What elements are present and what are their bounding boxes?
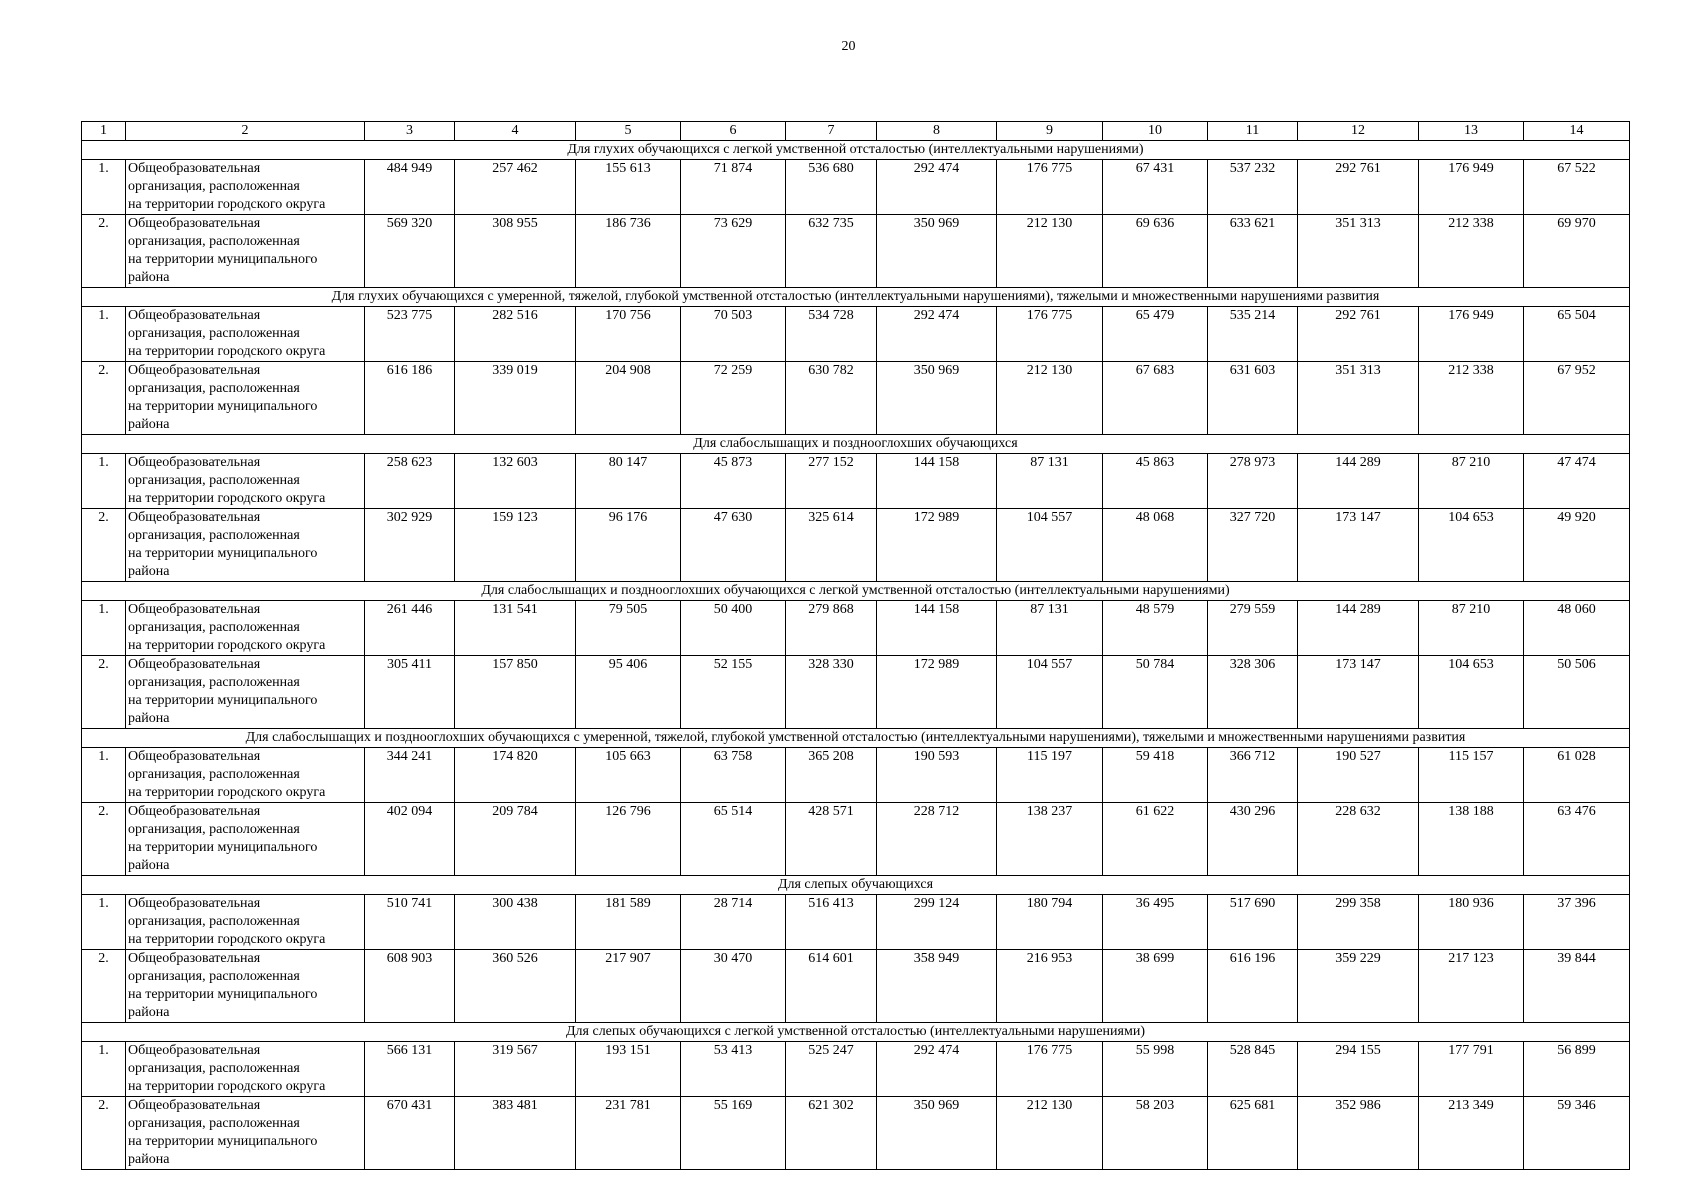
organization-name-line: Общеобразовательная	[128, 657, 261, 672]
table-row	[82, 656, 1630, 729]
cost-value-col-9: 104 557	[997, 656, 1103, 729]
row-number: 1.	[82, 748, 126, 803]
cost-value-col-14: 65 504	[1524, 307, 1630, 362]
organization-name-line: организация, расположенная	[128, 969, 300, 984]
cost-value-col-14: 61 028	[1524, 748, 1630, 803]
cost-value-col-11: 430 296	[1208, 803, 1298, 876]
cost-value-col-11: 279 559	[1208, 601, 1298, 656]
cost-value-col-12: 173 147	[1298, 656, 1419, 729]
organization-name-line: района	[128, 711, 170, 726]
cost-value-col-9: 138 237	[997, 803, 1103, 876]
cost-value-col-7: 534 728	[786, 307, 877, 362]
section-header-row	[82, 288, 1630, 307]
organization-name-line: организация, расположенная	[128, 822, 300, 837]
cost-table	[81, 121, 1630, 1170]
cost-value-col-12: 294 155	[1298, 1042, 1419, 1097]
organization-name-line: организация, расположенная	[128, 1061, 300, 1076]
cost-value-col-13: 217 123	[1419, 950, 1524, 1023]
cost-value-col-4: 383 481	[455, 1097, 576, 1170]
organization-name	[126, 215, 365, 288]
cost-value-col-13: 87 210	[1419, 454, 1524, 509]
cost-value-col-12: 144 289	[1298, 601, 1419, 656]
table-body	[82, 122, 1630, 1170]
cost-value-col-13: 213 349	[1419, 1097, 1524, 1170]
organization-name-line: района	[128, 1152, 170, 1167]
column-number: 9	[997, 122, 1103, 141]
cost-value-col-13: 180 936	[1419, 895, 1524, 950]
cost-value-col-8: 299 124	[877, 895, 997, 950]
organization-name-line: организация, расположенная	[128, 675, 300, 690]
cost-value-col-12: 292 761	[1298, 160, 1419, 215]
column-number: 8	[877, 122, 997, 141]
cost-value-col-9: 212 130	[997, 1097, 1103, 1170]
cost-value-col-7: 516 413	[786, 895, 877, 950]
cost-value-col-9: 176 775	[997, 160, 1103, 215]
cost-value-col-14: 63 476	[1524, 803, 1630, 876]
cost-value-col-13: 212 338	[1419, 362, 1524, 435]
section-title: Для слепых обучающихся с легкой умственной отсталостью (интеллектуальными нарушениями)	[82, 1023, 1630, 1042]
column-number: 7	[786, 122, 877, 141]
cost-value-col-5: 170 756	[576, 307, 681, 362]
column-number: 6	[681, 122, 786, 141]
table-row	[82, 601, 1630, 656]
organization-name-line: Общеобразовательная	[128, 455, 261, 470]
cost-value-col-4: 319 567	[455, 1042, 576, 1097]
cost-value-col-5: 155 613	[576, 160, 681, 215]
cost-value-col-7: 621 302	[786, 1097, 877, 1170]
cost-value-col-3: 261 446	[365, 601, 455, 656]
cost-value-col-6: 30 470	[681, 950, 786, 1023]
organization-name-line: Общеобразовательная	[128, 510, 261, 525]
cost-value-col-9: 216 953	[997, 950, 1103, 1023]
cost-value-col-3: 305 411	[365, 656, 455, 729]
cost-value-col-8: 350 969	[877, 215, 997, 288]
organization-name-line: организация, расположенная	[128, 528, 300, 543]
cost-value-col-11: 625 681	[1208, 1097, 1298, 1170]
cost-value-col-4: 257 462	[455, 160, 576, 215]
column-number-row	[82, 122, 1630, 141]
table-row	[82, 454, 1630, 509]
cost-value-col-3: 258 623	[365, 454, 455, 509]
cost-value-col-4: 131 541	[455, 601, 576, 656]
cost-value-col-3: 484 949	[365, 160, 455, 215]
column-number: 2	[126, 122, 365, 141]
cost-value-col-14: 69 970	[1524, 215, 1630, 288]
table-row	[82, 1042, 1630, 1097]
cost-value-col-12: 351 313	[1298, 215, 1419, 288]
cost-value-col-6: 52 155	[681, 656, 786, 729]
cost-value-col-5: 193 151	[576, 1042, 681, 1097]
cost-value-col-11: 528 845	[1208, 1042, 1298, 1097]
organization-name-line: Общеобразовательная	[128, 363, 261, 378]
cost-value-col-3: 616 186	[365, 362, 455, 435]
organization-name-line: Общеобразовательная	[128, 1098, 261, 1113]
cost-value-col-14: 67 522	[1524, 160, 1630, 215]
cost-value-col-8: 350 969	[877, 362, 997, 435]
cost-value-col-12: 292 761	[1298, 307, 1419, 362]
cost-value-col-5: 217 907	[576, 950, 681, 1023]
organization-name-line: на территории муниципального	[128, 693, 318, 708]
cost-value-col-6: 47 630	[681, 509, 786, 582]
cost-value-col-9: 212 130	[997, 362, 1103, 435]
cost-value-col-10: 50 784	[1103, 656, 1208, 729]
cost-value-col-9: 104 557	[997, 509, 1103, 582]
cost-value-col-13: 87 210	[1419, 601, 1524, 656]
section-header-row	[82, 141, 1630, 160]
cost-value-col-6: 55 169	[681, 1097, 786, 1170]
row-number: 2.	[82, 803, 126, 876]
cost-value-col-12: 299 358	[1298, 895, 1419, 950]
cost-value-col-4: 360 526	[455, 950, 576, 1023]
cost-value-col-4: 300 438	[455, 895, 576, 950]
cost-value-col-6: 45 873	[681, 454, 786, 509]
cost-value-col-3: 302 929	[365, 509, 455, 582]
section-title: Для глухих обучающихся с умеренной, тяжелой, глубокой умственной отсталостью (интеллектуальными нарушениями), тяжелыми и множественными нарушениями развития	[82, 288, 1630, 307]
section-header-row	[82, 876, 1630, 895]
organization-name-line: Общеобразовательная	[128, 161, 261, 176]
column-number: 13	[1419, 122, 1524, 141]
organization-name-line: на территории муниципального	[128, 252, 318, 267]
cost-value-col-5: 181 589	[576, 895, 681, 950]
organization-name-line: района	[128, 858, 170, 873]
cost-value-col-4: 209 784	[455, 803, 576, 876]
section-header-row	[82, 729, 1630, 748]
organization-name-line: Общеобразовательная	[128, 602, 261, 617]
section-title: Для слабослышащих и позднооглохших обучающихся	[82, 435, 1630, 454]
cost-value-col-13: 104 653	[1419, 656, 1524, 729]
cost-value-col-12: 228 632	[1298, 803, 1419, 876]
cost-value-col-6: 28 714	[681, 895, 786, 950]
column-number: 4	[455, 122, 576, 141]
cost-value-col-13: 176 949	[1419, 307, 1524, 362]
organization-name	[126, 362, 365, 435]
cost-value-col-8: 144 158	[877, 601, 997, 656]
organization-name-line: Общеобразовательная	[128, 308, 261, 323]
cost-value-col-5: 95 406	[576, 656, 681, 729]
cost-value-col-9: 87 131	[997, 601, 1103, 656]
cost-value-col-3: 402 094	[365, 803, 455, 876]
cost-value-col-14: 49 920	[1524, 509, 1630, 582]
organization-name-line: организация, расположенная	[128, 326, 300, 341]
table-row	[82, 160, 1630, 215]
organization-name-line: Общеобразовательная	[128, 951, 261, 966]
cost-value-col-3: 670 431	[365, 1097, 455, 1170]
cost-value-col-10: 38 699	[1103, 950, 1208, 1023]
cost-value-col-11: 366 712	[1208, 748, 1298, 803]
cost-value-col-9: 180 794	[997, 895, 1103, 950]
cost-value-col-8: 292 474	[877, 307, 997, 362]
cost-value-col-13: 138 188	[1419, 803, 1524, 876]
cost-value-col-9: 176 775	[997, 307, 1103, 362]
cost-value-col-3: 569 320	[365, 215, 455, 288]
cost-value-col-13: 212 338	[1419, 215, 1524, 288]
cost-value-col-14: 47 474	[1524, 454, 1630, 509]
organization-name-line: Общеобразовательная	[128, 749, 261, 764]
cost-value-col-12: 190 527	[1298, 748, 1419, 803]
cost-value-col-8: 292 474	[877, 160, 997, 215]
row-number: 1.	[82, 601, 126, 656]
cost-value-col-10: 55 998	[1103, 1042, 1208, 1097]
cost-value-col-5: 126 796	[576, 803, 681, 876]
cost-value-col-8: 172 989	[877, 509, 997, 582]
cost-value-col-5: 186 736	[576, 215, 681, 288]
organization-name-line: на территории муниципального	[128, 987, 318, 1002]
row-number: 2.	[82, 656, 126, 729]
organization-name-line: Общеобразовательная	[128, 896, 261, 911]
cost-value-col-5: 96 176	[576, 509, 681, 582]
cost-value-col-7: 536 680	[786, 160, 877, 215]
organization-name-line: на территории муниципального	[128, 546, 318, 561]
cost-value-col-12: 173 147	[1298, 509, 1419, 582]
row-number: 2.	[82, 362, 126, 435]
cost-value-col-7: 614 601	[786, 950, 877, 1023]
row-number: 1.	[82, 1042, 126, 1097]
row-number: 1.	[82, 307, 126, 362]
cost-value-col-11: 633 621	[1208, 215, 1298, 288]
cost-value-col-7: 365 208	[786, 748, 877, 803]
organization-name	[126, 307, 365, 362]
row-number: 1.	[82, 454, 126, 509]
cost-value-col-10: 65 479	[1103, 307, 1208, 362]
cost-value-col-3: 510 741	[365, 895, 455, 950]
section-header-row	[82, 1023, 1630, 1042]
table-row	[82, 307, 1630, 362]
row-number: 2.	[82, 1097, 126, 1170]
organization-name	[126, 1042, 365, 1097]
cost-value-col-14: 50 506	[1524, 656, 1630, 729]
row-number: 2.	[82, 215, 126, 288]
cost-value-col-9: 212 130	[997, 215, 1103, 288]
organization-name-line: организация, расположенная	[128, 179, 300, 194]
organization-name	[126, 803, 365, 876]
cost-value-col-14: 39 844	[1524, 950, 1630, 1023]
cost-value-col-10: 58 203	[1103, 1097, 1208, 1170]
cost-value-col-10: 36 495	[1103, 895, 1208, 950]
cost-value-col-10: 48 579	[1103, 601, 1208, 656]
organization-name-line: на территории городского округа	[128, 491, 326, 506]
organization-name-line: организация, расположенная	[128, 234, 300, 249]
cost-value-col-3: 344 241	[365, 748, 455, 803]
row-number: 1.	[82, 895, 126, 950]
section-title: Для слепых обучающихся	[82, 876, 1630, 895]
cost-value-col-11: 278 973	[1208, 454, 1298, 509]
cost-value-col-12: 144 289	[1298, 454, 1419, 509]
cost-value-col-10: 67 683	[1103, 362, 1208, 435]
column-number: 10	[1103, 122, 1208, 141]
cost-value-col-8: 358 949	[877, 950, 997, 1023]
row-number: 2.	[82, 509, 126, 582]
organization-name-line: района	[128, 564, 170, 579]
organization-name-line: на территории муниципального	[128, 1134, 318, 1149]
cost-value-col-14: 48 060	[1524, 601, 1630, 656]
cost-value-col-4: 339 019	[455, 362, 576, 435]
row-number: 1.	[82, 160, 126, 215]
row-number: 2.	[82, 950, 126, 1023]
organization-name-line: на территории городского округа	[128, 785, 326, 800]
organization-name-line: Общеобразовательная	[128, 216, 261, 231]
cost-value-col-14: 37 396	[1524, 895, 1630, 950]
table-row	[82, 950, 1630, 1023]
cost-value-col-6: 72 259	[681, 362, 786, 435]
cost-value-col-6: 71 874	[681, 160, 786, 215]
cost-value-col-9: 176 775	[997, 1042, 1103, 1097]
cost-value-col-6: 53 413	[681, 1042, 786, 1097]
cost-value-col-8: 172 989	[877, 656, 997, 729]
organization-name-line: на территории городского округа	[128, 638, 326, 653]
organization-name-line: района	[128, 417, 170, 432]
cost-value-col-9: 115 197	[997, 748, 1103, 803]
cost-value-col-10: 45 863	[1103, 454, 1208, 509]
cost-value-col-11: 535 214	[1208, 307, 1298, 362]
organization-name	[126, 748, 365, 803]
organization-name-line: организация, расположенная	[128, 620, 300, 635]
section-title: Для глухих обучающихся с легкой умственной отсталостью (интеллектуальными нарушениями)	[82, 141, 1630, 160]
table-row	[82, 803, 1630, 876]
cost-value-col-6: 73 629	[681, 215, 786, 288]
cost-value-col-6: 70 503	[681, 307, 786, 362]
cost-value-col-4: 174 820	[455, 748, 576, 803]
cost-value-col-3: 566 131	[365, 1042, 455, 1097]
cost-value-col-12: 359 229	[1298, 950, 1419, 1023]
cost-value-col-14: 56 899	[1524, 1042, 1630, 1097]
organization-name-line: района	[128, 270, 170, 285]
cost-value-col-9: 87 131	[997, 454, 1103, 509]
organization-name-line: организация, расположенная	[128, 381, 300, 396]
cost-value-col-12: 352 986	[1298, 1097, 1419, 1170]
cost-value-col-14: 67 952	[1524, 362, 1630, 435]
organization-name	[126, 1097, 365, 1170]
cost-value-col-8: 144 158	[877, 454, 997, 509]
column-number: 11	[1208, 122, 1298, 141]
organization-name-line: Общеобразовательная	[128, 1043, 261, 1058]
organization-name-line: на территории муниципального	[128, 840, 318, 855]
table-row	[82, 748, 1630, 803]
cost-value-col-5: 105 663	[576, 748, 681, 803]
table-row	[82, 362, 1630, 435]
cost-value-col-11: 328 306	[1208, 656, 1298, 729]
cost-value-col-4: 132 603	[455, 454, 576, 509]
organization-name-line: организация, расположенная	[128, 1116, 300, 1131]
table-row	[82, 509, 1630, 582]
cost-value-col-11: 327 720	[1208, 509, 1298, 582]
column-number: 12	[1298, 122, 1419, 141]
cost-value-col-7: 525 247	[786, 1042, 877, 1097]
cost-value-col-6: 65 514	[681, 803, 786, 876]
organization-name	[126, 950, 365, 1023]
organization-name	[126, 509, 365, 582]
cost-value-col-13: 104 653	[1419, 509, 1524, 582]
organization-name	[126, 656, 365, 729]
cost-value-col-7: 328 330	[786, 656, 877, 729]
organization-name-line: на территории городского округа	[128, 1079, 326, 1094]
cost-value-col-6: 63 758	[681, 748, 786, 803]
cost-value-col-13: 177 791	[1419, 1042, 1524, 1097]
organization-name-line: района	[128, 1005, 170, 1020]
cost-value-col-7: 632 735	[786, 215, 877, 288]
organization-name	[126, 454, 365, 509]
cost-value-col-5: 231 781	[576, 1097, 681, 1170]
section-title: Для слабослышащих и позднооглохших обучающихся с легкой умственной отсталостью (интеллектуальными нарушениями)	[82, 582, 1630, 601]
cost-value-col-13: 176 949	[1419, 160, 1524, 215]
cost-value-col-7: 325 614	[786, 509, 877, 582]
page-number: 20	[841, 39, 856, 54]
cost-value-col-12: 351 313	[1298, 362, 1419, 435]
cost-value-col-4: 282 516	[455, 307, 576, 362]
cost-value-col-13: 115 157	[1419, 748, 1524, 803]
organization-name	[126, 160, 365, 215]
section-header-row	[82, 435, 1630, 454]
cost-value-col-6: 50 400	[681, 601, 786, 656]
section-title: Для слабослышащих и позднооглохших обучающихся с умеренной, тяжелой, глубокой умственной отсталостью (интеллектуальными нарушениями), тяжелыми и множественными нарушениями развития	[82, 729, 1630, 748]
organization-name-line: на территории городского округа	[128, 932, 326, 947]
organization-name-line: Общеобразовательная	[128, 804, 261, 819]
cost-value-col-7: 277 152	[786, 454, 877, 509]
cost-value-col-11: 517 690	[1208, 895, 1298, 950]
cost-value-col-5: 80 147	[576, 454, 681, 509]
organization-name-line: на территории городского округа	[128, 197, 326, 212]
column-number: 5	[576, 122, 681, 141]
cost-value-col-4: 157 850	[455, 656, 576, 729]
column-number: 14	[1524, 122, 1630, 141]
cost-value-col-11: 631 603	[1208, 362, 1298, 435]
cost-value-col-8: 350 969	[877, 1097, 997, 1170]
cost-value-col-5: 79 505	[576, 601, 681, 656]
cost-value-col-4: 308 955	[455, 215, 576, 288]
cost-value-col-4: 159 123	[455, 509, 576, 582]
table-row	[82, 215, 1630, 288]
cost-value-col-8: 292 474	[877, 1042, 997, 1097]
cost-value-col-3: 608 903	[365, 950, 455, 1023]
cost-value-col-11: 537 232	[1208, 160, 1298, 215]
table-row	[82, 1097, 1630, 1170]
organization-name-line: на территории муниципального	[128, 399, 318, 414]
cost-value-col-7: 630 782	[786, 362, 877, 435]
organization-name-line: организация, расположенная	[128, 767, 300, 782]
cost-value-col-8: 228 712	[877, 803, 997, 876]
cost-value-col-5: 204 908	[576, 362, 681, 435]
cost-value-col-3: 523 775	[365, 307, 455, 362]
column-number: 3	[365, 122, 455, 141]
organization-name	[126, 895, 365, 950]
section-header-row	[82, 582, 1630, 601]
organization-name-line: на территории городского округа	[128, 344, 326, 359]
cost-value-col-14: 59 346	[1524, 1097, 1630, 1170]
cost-value-col-7: 279 868	[786, 601, 877, 656]
cost-value-col-11: 616 196	[1208, 950, 1298, 1023]
column-number: 1	[82, 122, 126, 141]
cost-value-col-10: 69 636	[1103, 215, 1208, 288]
cost-value-col-10: 59 418	[1103, 748, 1208, 803]
cost-value-col-8: 190 593	[877, 748, 997, 803]
cost-value-col-10: 61 622	[1103, 803, 1208, 876]
table-row	[82, 895, 1630, 950]
organization-name	[126, 601, 365, 656]
organization-name-line: организация, расположенная	[128, 473, 300, 488]
cost-value-col-10: 48 068	[1103, 509, 1208, 582]
organization-name-line: организация, расположенная	[128, 914, 300, 929]
cost-value-col-10: 67 431	[1103, 160, 1208, 215]
cost-value-col-7: 428 571	[786, 803, 877, 876]
